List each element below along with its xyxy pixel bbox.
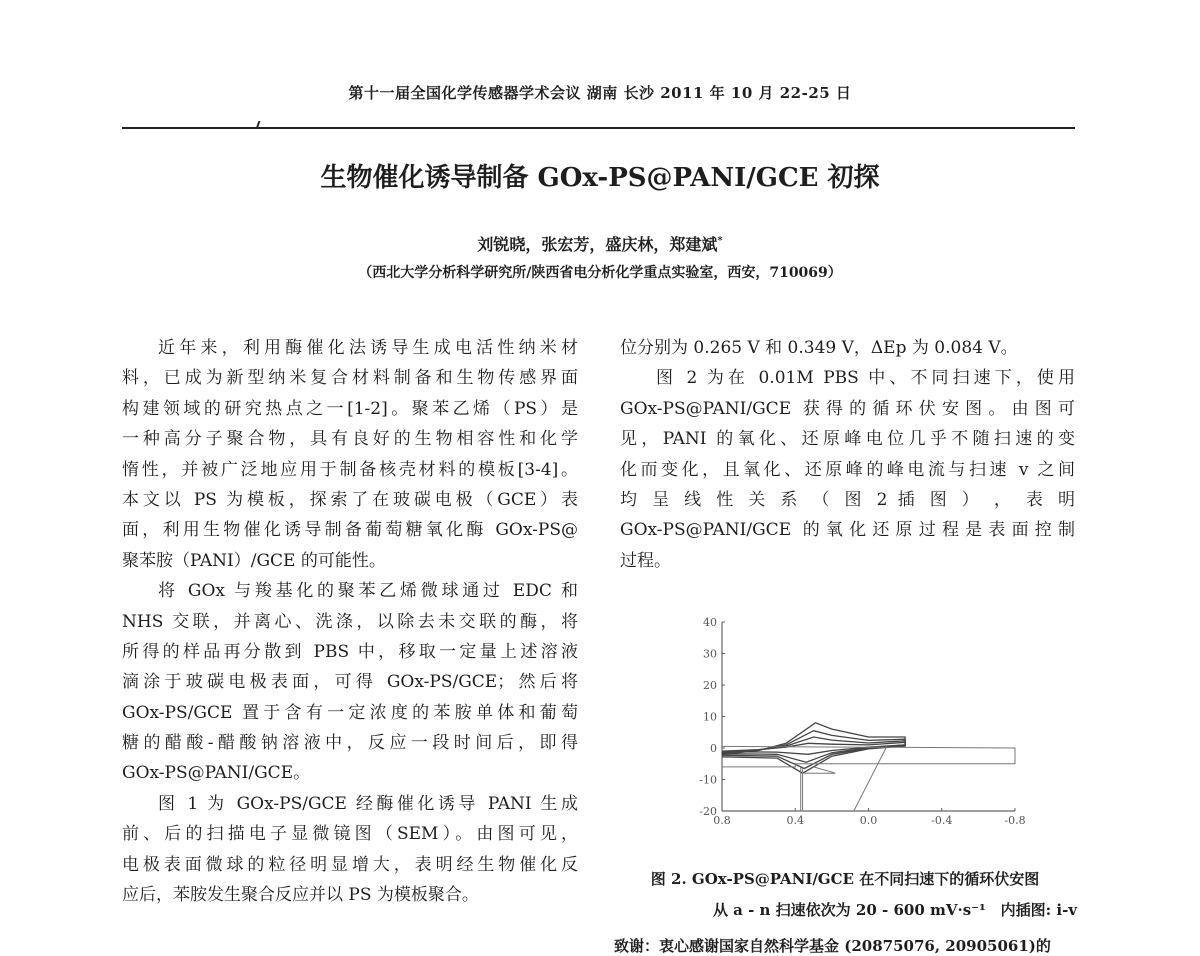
y-tick-label: 20 <box>703 679 717 692</box>
paragraph-line: 所得的样品再分散到 PBS 中，移取一定量上述溶液 <box>122 641 578 662</box>
y-tick-label: 10 <box>703 710 717 724</box>
paragraph-line: GOx-PS@PANI/GCE 获得的循环伏安图。由图可 <box>620 398 1075 419</box>
affiliation: （西北大学分析科学研究所/陕西省电分析化学重点实验室，西安，710069） <box>358 265 842 281</box>
paragraph-line: 本文以 PS 为模板，探索了在玻碳电极（GCE）表 <box>122 489 578 510</box>
corresponding-mark: * <box>717 235 723 247</box>
y-tick-label: 30 <box>703 647 717 661</box>
y-tick-label: 0 <box>710 742 717 755</box>
left-column <box>122 333 578 910</box>
paragraph-line: 惰性，并被广泛地应用于制备核壳材料的模板[3-4]。 <box>122 459 578 480</box>
right-column <box>620 333 1075 576</box>
x-tick-label: -0.8 <box>1004 814 1026 827</box>
paragraph-line: NHS 交联，并离心、洗涤，以除去未交联的酶，将 <box>122 611 578 632</box>
paragraph-line: 聚苯胺（PANI）/GCE 的可能性。 <box>122 550 386 571</box>
paragraph-line: 应后，苯胺发生聚合反应并以 PS 为模板聚合。 <box>122 885 479 906</box>
y-tick-label: -10 <box>699 773 717 787</box>
paragraph-line: GOx-PS@PANI/GCE 的氧化还原过程是表面控制 <box>620 520 1075 541</box>
x-tick-label: 0.8 <box>713 814 731 827</box>
paragraph-line: GOx-PS/GCE 置于含有一定浓度的苯胺单体和葡萄 <box>122 702 578 723</box>
y-tick-label: -20 <box>699 805 717 818</box>
figure-caption: 图 2. GOx-PS@PANI/GCE 在不同扫速下的循环伏安图 <box>650 870 1040 888</box>
figure-caption-sub: 从 a - n 扫速依次为 20 - 600 mV·s⁻¹ 内插图: i-v <box>712 901 1078 919</box>
paragraph-line: GOx-PS@PANI/GCE。 <box>122 763 311 784</box>
paper-title: 生物催化诱导制备 GOx-PS@PANI/GCE 初探 <box>320 163 880 193</box>
x-tick-label: 0.4 <box>786 814 804 827</box>
paragraph-line: 均 呈 线 性 关 系 （ 图 2 插 图 ） ， 表 明 <box>620 489 1075 510</box>
paragraph-line: 过程。 <box>620 550 671 571</box>
authors <box>0 232 1200 255</box>
header-rule <box>122 127 1075 129</box>
paragraph-line: 糖的醋酸-醋酸钠溶液中，反应一段时间后，即得 <box>122 733 578 754</box>
cv-curve-inset-line <box>854 746 887 811</box>
paragraph-line: 料，已成为新型纳米复合材料制备和生物传感界面 <box>122 368 578 389</box>
paragraph-line: 构建领域的研究热点之一[1-2]。聚苯乙烯（PS）是 <box>122 398 578 419</box>
conference-header: 第十一届全国化学传感器学术会议 湖南 长沙 2011 年 10 月 22-25 日 <box>348 84 852 102</box>
y-tick-label: 40 <box>703 616 717 629</box>
author-names: 刘锐晓，张宏芳，盛庆林，郑建斌 <box>477 235 718 254</box>
paragraph-line: 见，PANI 的氧化、还原峰电位几乎不随扫速的变 <box>620 429 1075 450</box>
x-tick-label: -0.4 <box>931 814 953 827</box>
cv-curve-inset-left-edge <box>801 767 803 811</box>
cv-chart <box>680 605 1040 835</box>
x-tick-label: 0.0 <box>859 814 878 827</box>
paragraph-line: 近年来，利用酶催化法诱导生成电活性纳米材 <box>158 338 578 358</box>
paragraph-line: 位分别为 0.265 V 和 0.349 V，ΔEp 为 0.084 V。 <box>620 338 1018 358</box>
paragraph-line: 面，利用生物催化诱导制备葡萄糖氧化酶 GOx-PS@ <box>122 520 578 541</box>
paragraph-line: 图 2 为在 0.01M PBS 中、不同扫速下，使用 <box>656 368 1075 389</box>
paragraph-line: 前、后的扫描电子显微镜图（SEM）。由图可见， <box>122 824 578 845</box>
acknowledgement: 致谢：衷心感谢国家自然科学基金 (20875076, 20905061)的 <box>614 937 1051 955</box>
paragraph-line: 化而变化，且氧化、还原峰的峰电流与扫速 v 之间 <box>620 459 1075 480</box>
paragraph-line: 电极表面微球的粒径明显增大，表明经生物催化反 <box>122 854 578 875</box>
paragraph-line: 图 1 为 GOx-PS/GCE 经酶催化诱导 PANI 生成 <box>158 793 578 814</box>
paragraph-line: 一种高分子聚合物，具有良好的生物相容性和化学 <box>122 429 578 450</box>
paragraph-line: 滴涂于玻碳电极表面，可得 GOx-PS/GCE；然后将 <box>122 672 578 693</box>
paragraph-line: 将 GOx 与羧基化的聚苯乙烯微球通过 EDC 和 <box>158 581 578 602</box>
